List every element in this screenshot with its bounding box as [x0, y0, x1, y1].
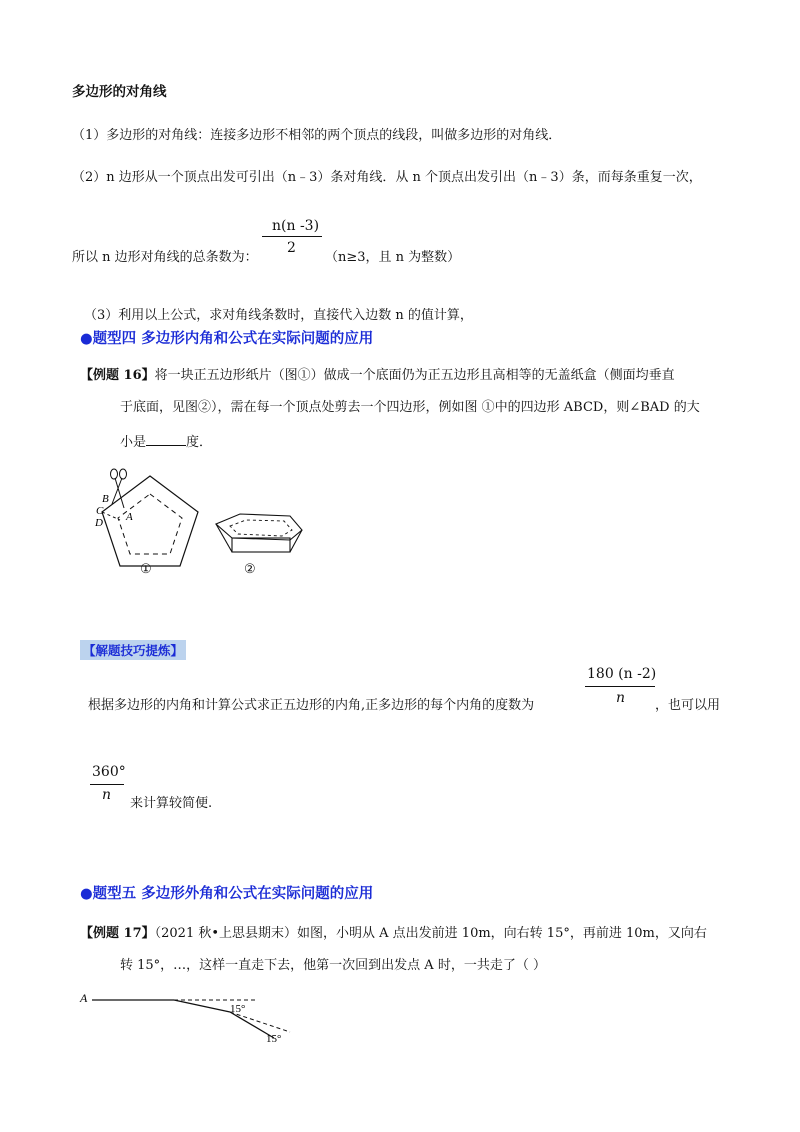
example-16-line-1: 将一块正五边形纸片（图①）做成一个底面仍为正五边形且高相等的无盖纸盒（侧面均垂直 [154, 368, 675, 383]
formula1-denominator: 2 [287, 240, 296, 256]
angle-label-1: 15° [230, 1003, 246, 1015]
tip-line-1: 根据多边形的内角和计算公式求正五边形的内角,正多边形的每个内角的度数为 [88, 698, 535, 713]
inner-pentagon [118, 494, 182, 554]
tip-tag: 【解题技巧提炼】 [80, 640, 186, 660]
item-3: （3）利用以上公式，求对角线条数时，直接代入边数 n 的值计算， [84, 308, 473, 323]
formula3-denominator: n [102, 787, 112, 803]
tip-line-1-end: ，也可以用 [655, 698, 721, 713]
formula3-bar [90, 784, 124, 785]
figure-box [210, 510, 310, 560]
label-d: D [95, 517, 103, 529]
label-a: A [126, 511, 133, 523]
answer-blank[interactable] [146, 435, 186, 446]
section-title: 多边形的对角线 [72, 84, 167, 100]
label-a-point: A [80, 991, 88, 1005]
formula2-bar [585, 686, 655, 687]
example-16-line-2: 于底面，见图②），需在每一个顶点处剪去一个四边形，例如图 ①中的四边形 ABCD，则∠BAD 的大 [120, 400, 700, 415]
heading-type-5: ●题型五 多边形外角和公式在实际问题的应用 [80, 886, 374, 902]
figure-walk-path [78, 988, 308, 1056]
item-2-suffix: （n≥3，且 n 为整数） [325, 250, 461, 265]
heading-type-4: ●题型四 多边形内角和公式在实际问题的应用 [80, 331, 374, 347]
formula2-denominator: n [616, 690, 626, 706]
label-b: B [102, 493, 109, 505]
figure-1-caption: ① [140, 562, 152, 577]
example-16-label: 【例题 16】 [80, 368, 155, 383]
formula3-numerator: 360° [92, 764, 126, 780]
example-17-label: 【例题 17】 [80, 926, 155, 941]
item-2-prefix: 所以 n 边形对角线的总条数为： [72, 250, 258, 265]
example-17-line-2: 转 15°，…，这样一直走下去，他第一次回到出发点 A 时，一共走了（ ） [120, 958, 546, 973]
figure-2-caption: ② [244, 562, 256, 577]
formula1-numerator: n(n -3) [272, 218, 320, 234]
example-16-line-3-post: 度． [186, 435, 213, 450]
outer-pentagon [102, 476, 198, 566]
path-segment-2 [174, 1000, 230, 1012]
item-2: （2）n 边形从一个顶点出发可引出（n﹣3）条对角线．从 n 个顶点出发引出（n﹣3）条，而每条重复一次， [72, 170, 702, 185]
example-17-line-1: （2021 秋•上思县期末）如图，小明从 A 点出发前进 10m，向右转 15°，再前进 10m，又向右 [154, 926, 707, 941]
tip-line-2: 来计算较简便. [130, 796, 213, 811]
formula2-numerator: 180 (n -2) [587, 666, 657, 682]
angle-label-2: 15° [266, 1033, 282, 1045]
example-16-line-3-pre: 小是 [120, 435, 147, 450]
formula1-bar [262, 236, 322, 237]
scissors-icon [111, 469, 127, 508]
item-1: （1）多边形的对角线：连接多边形不相邻的两个顶点的线段，叫做多边形的对角线． [72, 128, 562, 143]
label-c: C [96, 505, 104, 517]
